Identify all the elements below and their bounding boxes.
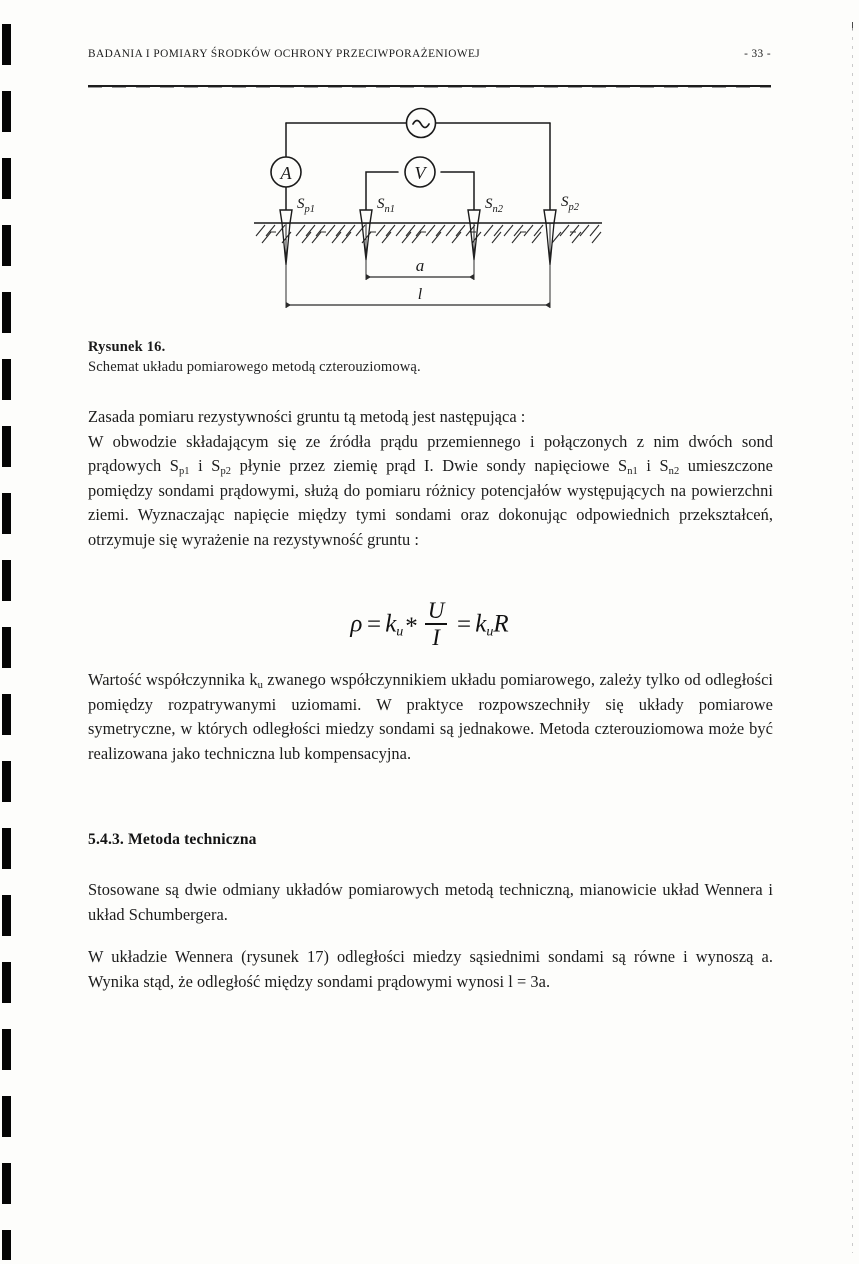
binder-mark bbox=[2, 962, 11, 1003]
header-title: BADANIA I POMIARY ŚRODKÓW OCHRONY PRZECIWPORAŻENIOWEJ bbox=[88, 48, 481, 60]
probe-label-sn1: $S_{n1}$ bbox=[377, 196, 395, 215]
p2-seg-b: zwanego współczynnikiem układu pomiarowego, zależy tylko od odległości pomiędzy rozpatrywanymi uziomami. W praktyce rozpowszechniły się układy pomiarowe symetryczne, w których odległości miedzy sondami są jednakowe. Metoda czterouziomowa może być realizowana jako techniczna lub kompensacyjna. bbox=[88, 670, 773, 763]
section-heading-5-4-3: 5.4.3. Metoda techniczna bbox=[88, 831, 257, 848]
binder-mark bbox=[2, 1230, 11, 1260]
binder-mark bbox=[2, 493, 11, 534]
formula-fraction bbox=[425, 599, 448, 651]
binder-mark bbox=[2, 292, 11, 333]
binder-mark bbox=[2, 1163, 11, 1204]
dimension-a bbox=[366, 256, 474, 280]
p1-seg-a: W obwodzie składającym się ze źródła prądu przemiennego i połączonych z nim dwóch sond prądowych S bbox=[88, 431, 773, 476]
svg-text:A: A bbox=[280, 163, 292, 183]
paragraph-measurement-principle bbox=[88, 405, 773, 553]
formula-k2-sub: u bbox=[486, 624, 494, 640]
p1-sub-b: p2 bbox=[220, 466, 232, 478]
probe-label-sn2: $S_{n2}$ bbox=[485, 196, 503, 215]
p1-seg-d: i S bbox=[637, 456, 669, 476]
binder-mark bbox=[2, 225, 11, 266]
paragraph-wenner-array: W układzie Wennera (rysunek 17) odległości miedzy sąsiednimi sondami są równe i wynoszą a. Wynika stąd, że odległość między sondami prądowymi wynosi l = 3a. bbox=[88, 947, 773, 991]
p2-sub: u bbox=[257, 679, 263, 691]
figure-caption bbox=[88, 338, 778, 378]
formula-rho: ρ bbox=[350, 610, 363, 638]
probe-label-sp2: $S_{p2}$ bbox=[561, 194, 579, 213]
header-rule bbox=[88, 85, 771, 87]
binder-mark bbox=[2, 1029, 11, 1070]
binder-mark bbox=[2, 24, 11, 65]
binder-mark bbox=[2, 158, 11, 199]
formula-equals-2: = bbox=[455, 610, 473, 638]
dimension-l bbox=[286, 286, 550, 308]
page-number: - 33 - bbox=[744, 48, 771, 60]
p1-seg-c: płynie przez ziemię prąd I. Dwie sondy napięciowe S bbox=[231, 456, 628, 476]
binder-mark bbox=[2, 560, 11, 601]
formula-denominator: I bbox=[432, 625, 440, 651]
ac-source-symbol bbox=[407, 109, 436, 138]
binder-mark bbox=[2, 761, 11, 802]
voltmeter-symbol bbox=[405, 157, 435, 187]
probe-labels bbox=[297, 194, 580, 215]
formula-resistivity bbox=[0, 600, 859, 652]
formula-equals-1: = bbox=[365, 610, 383, 638]
formula-times: * bbox=[405, 612, 418, 640]
formula-k: k bbox=[385, 610, 397, 638]
paragraph-technical-method: Stosowane są dwie odmiany układów pomiarowych metodą techniczną, mianowicie układ Wennera i układ Schumbergera. bbox=[88, 880, 773, 924]
formula-numerator: U bbox=[427, 598, 445, 623]
svg-text:a: a bbox=[415, 256, 425, 275]
ammeter-symbol bbox=[271, 157, 301, 187]
binder-mark bbox=[2, 1096, 11, 1137]
p1-seg-b: i S bbox=[189, 456, 221, 476]
binder-mark bbox=[2, 426, 11, 467]
paragraph1-lead: Zasada pomiaru rezystywności gruntu tą metodą jest następująca : bbox=[88, 407, 526, 426]
caption-text: Schemat układu pomiarowego metodą czterouziomową. bbox=[88, 359, 421, 376]
formula-k2: k bbox=[475, 610, 487, 638]
paragraph1-body bbox=[88, 432, 773, 549]
p1-sub-a: p1 bbox=[178, 466, 190, 478]
formula-k-sub: u bbox=[396, 624, 404, 640]
p1-sub-c: n1 bbox=[627, 466, 638, 478]
page-header bbox=[88, 48, 771, 60]
p1-sub-d: n2 bbox=[668, 466, 680, 478]
p1-seg-e: umieszczone pomiędzy sondami prądowymi, służą do pomiaru różnicy potencjałów występujących na powierzchni ziemi. Wyznaczając napięcie między tymi sondami oraz dokonując odpowiednich przekształceń, otrzymuje się wyrażenie na rezystywność gruntu : bbox=[88, 456, 773, 549]
binder-mark bbox=[2, 694, 11, 735]
binder-mark bbox=[2, 91, 11, 132]
svg-text:V: V bbox=[414, 163, 426, 183]
ground-hatching bbox=[256, 225, 601, 243]
formula-R: R bbox=[493, 610, 509, 638]
caption-title: Rysunek 16. bbox=[88, 339, 166, 355]
binder-mark bbox=[2, 895, 11, 936]
svg-text:l: l bbox=[417, 286, 423, 303]
binder-mark bbox=[2, 828, 11, 869]
p2-seg-a: Wartość współczynnika k bbox=[88, 670, 258, 689]
figure-circuit-diagram bbox=[250, 105, 630, 320]
probe-label-sp1: $S_{p1}$ bbox=[297, 196, 315, 215]
paragraph-coefficient bbox=[88, 668, 773, 766]
binder-mark bbox=[2, 359, 11, 400]
